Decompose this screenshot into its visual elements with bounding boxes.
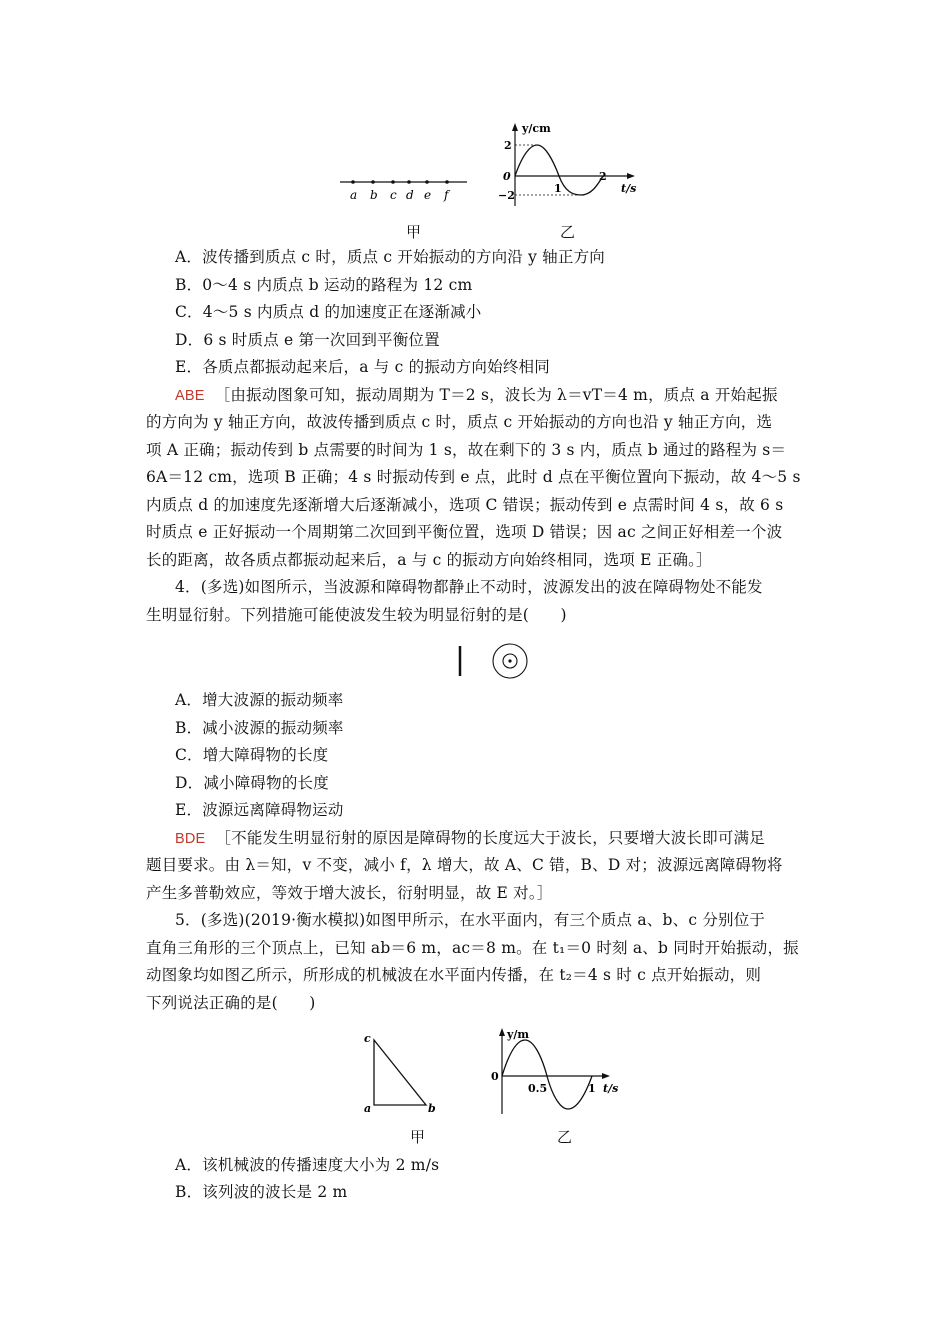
figure-1-yi-vibration-graph bbox=[495, 118, 645, 210]
label-f: f bbox=[444, 188, 449, 202]
q3-option-c: C．4～5 s 内质点 d 的加速度正在逐渐减小 bbox=[175, 303, 482, 321]
point-c bbox=[391, 180, 395, 184]
origin-label: 0 bbox=[503, 170, 511, 183]
q5-option-b: B．该列波的波长是 2 m bbox=[175, 1183, 348, 1201]
fig2-caption-yi: 乙 bbox=[557, 1128, 573, 1146]
q4-stem-line-1: 4．(多选)如图所示，当波源和障碍物都静止不动时，波源发出的波在障碍物处不能发 bbox=[175, 578, 763, 596]
q3-option-e: E．各质点都振动起来后，a 与 c 的振动方向始终相同 bbox=[175, 358, 550, 376]
q3-option-d: D．6 s 时质点 e 第一次回到平衡位置 bbox=[175, 331, 440, 349]
wave-source-dot bbox=[508, 659, 511, 662]
point-d bbox=[407, 180, 411, 184]
q3-explain-line-6: 时质点 e 正好振动一个周期第二次回到平衡位置，选项 D 错误；因 ac 之间正好相差一个波 bbox=[146, 523, 783, 541]
vertex-a-label: a bbox=[364, 1102, 372, 1115]
q3-explain-line-5: 内质点 d 的加速度先逐渐增大后逐渐减小，选项 C 错误；振动传到 e 点需时间 4 s，故 6 s bbox=[146, 496, 784, 514]
vertex-b-label: b bbox=[428, 1102, 436, 1115]
q3-explain-line-2: 的方向为 y 轴正方向，故波传播到质点 c 时，质点 c 开始振动的方向也沿 y 轴正方向，选 bbox=[146, 413, 773, 431]
t-tick-1: 1 bbox=[554, 182, 562, 195]
fig2-caption-jia: 甲 bbox=[410, 1128, 426, 1146]
q5-stem-line-4: 下列说法正确的是( ) bbox=[146, 994, 316, 1012]
t-axis-arrow bbox=[627, 173, 635, 179]
q4-option-c: C．增大障碍物的长度 bbox=[175, 746, 329, 764]
q4-option-b: B．减小波源的振动频率 bbox=[175, 719, 344, 737]
q3-explain-text-1: ［由振动图象可知，振动周期为 T＝2 s，波长为 λ＝vT＝4 m，质点 a 开始起振 bbox=[214, 386, 778, 404]
label-a: a bbox=[350, 188, 358, 202]
q4-explain-line-3: 产生多普勒效应，等效于增大波长，衍射明显，故 E 对。］ bbox=[146, 884, 553, 902]
y-tick-neg2: −2 bbox=[498, 189, 515, 202]
q3-explain-line-1 bbox=[175, 385, 778, 406]
point-e bbox=[425, 180, 429, 184]
t-tick-2: 2 bbox=[599, 170, 607, 183]
label-c: c bbox=[390, 188, 397, 202]
q4-explain-text-1: ［不能发生明显衍射的原因是障碍物的长度远大于波长，只要增大波长即可满足 bbox=[215, 829, 765, 847]
t-tick-1: 1 bbox=[588, 1082, 596, 1095]
t-axis-label: t/s bbox=[603, 1082, 619, 1095]
y-axis-arrow bbox=[499, 1028, 505, 1036]
q3-explain-line-7: 长的距离，故各质点都振动起来后，a 与 c 的振动方向始终相同，选项 E 正确。］ bbox=[146, 551, 712, 569]
point-b bbox=[371, 180, 375, 184]
figure-2-yi-vibration-graph bbox=[482, 1022, 627, 1117]
point-a bbox=[351, 180, 355, 184]
q5-stem-line-3: 动图象均如图乙所示，所形成的机械波在水平面内传播，在 t₂＝4 s 时 c 点开始振动，则 bbox=[146, 966, 762, 984]
q4-option-e: E．波源远离障碍物运动 bbox=[175, 801, 344, 819]
y-axis-arrow bbox=[512, 123, 518, 131]
q5-stem-line-2: 直角三角形的三个顶点上，已知 ab＝6 m，ac＝8 m。在 t₁＝0 时刻 a、b 同时开始振动，振 bbox=[146, 939, 799, 957]
q4-explain-line-1 bbox=[175, 828, 765, 849]
y-tick-2: 2 bbox=[504, 139, 512, 152]
label-b: b bbox=[370, 188, 378, 202]
t-axis-arrow bbox=[602, 1073, 610, 1079]
y-axis-label: y/cm bbox=[522, 122, 551, 135]
q4-stem-line-2: 生明显衍射。下列措施可能使波发生较为明显衍射的是( ) bbox=[146, 606, 567, 624]
fig1-caption-jia: 甲 bbox=[406, 223, 422, 241]
label-d: d bbox=[406, 188, 414, 202]
origin-label: 0 bbox=[491, 1070, 499, 1083]
q3-option-b: B．0～4 s 内质点 b 运动的路程为 12 cm bbox=[175, 276, 473, 294]
q4-option-a: A．增大波源的振动频率 bbox=[175, 691, 344, 709]
fig1-caption-yi: 乙 bbox=[560, 223, 576, 241]
figure-q4-obstacle-source bbox=[450, 642, 535, 682]
q3-explain-line-4: 6A＝12 cm，选项 B 正确；4 s 时振动传到 e 点，此时 d 点在平衡位置向下振动，故 4～5 s bbox=[146, 468, 801, 486]
q5-option-a: A．该机械波的传播速度大小为 2 m/s bbox=[175, 1156, 440, 1174]
q4-answer: BDE bbox=[175, 831, 206, 847]
t-axis-label: t/s bbox=[621, 182, 637, 195]
q3-answer: ABE bbox=[175, 388, 205, 404]
vertex-c-label: c bbox=[364, 1032, 371, 1045]
y-axis-label: y/m bbox=[507, 1028, 530, 1041]
q3-option-a: A．波传播到质点 c 时，质点 c 开始振动的方向沿 y 轴正方向 bbox=[175, 248, 605, 266]
label-e: e bbox=[424, 188, 432, 202]
figure-1-jia bbox=[335, 170, 470, 205]
sine-curve bbox=[502, 1040, 592, 1109]
q4-option-d: D．减小障碍物的长度 bbox=[175, 774, 329, 792]
q3-explain-line-3: 项 A 正确；振动传到 b 点需要的时间为 1 s，故在剩下的 3 s 内，质点 b 通过的路程为 s＝ bbox=[146, 441, 787, 459]
figure-2-jia-triangle bbox=[360, 1030, 445, 1115]
q5-stem-line-1: 5．(多选)(2019·衡水模拟)如图甲所示，在水平面内，有三个质点 a、b、c 分别位于 bbox=[175, 911, 766, 929]
point-f bbox=[445, 180, 449, 184]
q4-explain-line-2: 题目要求。由 λ＝知，v 不变，减小 f，λ 增大，故 A、C 错，B、D 对；波源远离障碍物将 bbox=[146, 856, 783, 874]
right-triangle bbox=[374, 1040, 426, 1105]
t-tick-half: 0.5 bbox=[528, 1082, 548, 1095]
